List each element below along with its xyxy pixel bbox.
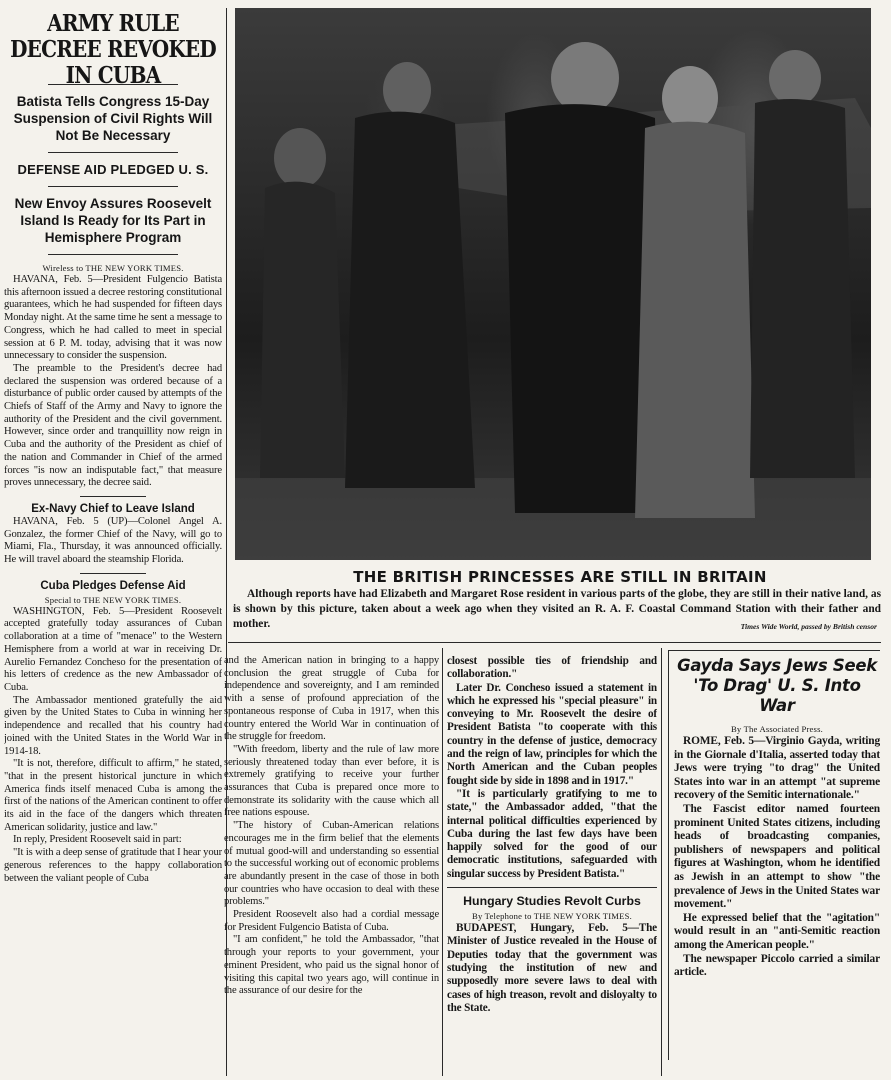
paragraph: "I am confident," he told the Ambassador, "that through your reports to your government, your eminent President, who paid us the signal honor of visiting this capital two years ago, will continue in the assurance of our desire for the	[224, 934, 439, 997]
left-story	[4, 8, 222, 1076]
photo-caption: Although reports have had Elizabeth and Margaret Rose resident in various parts of the globe, they are still in their native land, as is shown by this picture, taken about a week ago when they visited an R. A. F. Coastal Command Station with their father and mother.	[233, 588, 881, 630]
paragraph: BUDAPEST, Hungary, Feb. 5—The Minister of Justice revealed in the House of Deputies today that the government was studying the institution of new and supposedly more severe laws to deal with cases of high treason, revolt and disloyalty to the State.	[447, 922, 657, 1014]
gayda-story	[674, 652, 880, 1062]
divider	[48, 186, 179, 187]
column-rule	[442, 648, 443, 1076]
paragraph: President Roosevelt also had a cordial message for President Fulgencio Batista of Cuba.	[224, 909, 439, 933]
byline: Wireless to THE NEW YORK TIMES.	[42, 263, 184, 273]
paragraph: In reply, President Roosevelt said in part:	[13, 834, 182, 846]
photo-figures	[235, 8, 871, 560]
paragraph: "It is particularly gratifying to me to state," the Ambassador added, "that the internal political difficulties experienced by Cuba during the last few days have been happily solved for the good of our democratic institutions, safeguarded with singular success by President Batista."	[447, 787, 657, 880]
section-heading: Ex-Navy Chief to Leave Island	[31, 502, 195, 515]
photo-caption-headline: THE BRITISH PRINCESSES ARE STILL IN BRITAIN	[353, 568, 767, 586]
byline: By Telephone to THE NEW YORK TIMES.	[472, 911, 632, 922]
paragraph: Later Dr. Concheso issued a statement in which he expressed his "special pleasure" in conveying to Mr. Roosevelt the desire of President Batista "to cooperate with this country in the defense of justice, democracy and the reign of law, principles for which the North American and the Cuban peoples fought side by side in 1898 and in 1917."	[447, 681, 657, 787]
paragraph: "The history of Cuban-American relations encourages me in the firm belief that the elements of mutual good-will and understanding so essential to the successful working out of economic problems are abundantly present in the case of those in both our countries who have occasion to deal with these problems."	[224, 820, 439, 908]
paragraph: The Fascist editor named fourteen prominent United States citizens, including heads of broadcasting companies, publishers of newspapers and political figures at Washington, whom he identified as Jewish in an attempt to show "the prevalence of Jews in the United States war movement."	[674, 802, 880, 911]
box-rule	[668, 650, 880, 651]
gayda-headline: Gayda Says Jews Seek 'To Drag' U. S. Into War	[677, 656, 877, 715]
divider	[80, 496, 145, 497]
paragraph: The preamble to the President's decree had declared the suspension was ordered because of a disturbance of public order caused by attempts of the Chiefs of Staff of the Army and Navy to ignore the authority of the President and the civil government. However, since order and tranquillity now reign in Cuba and the authority of the President as chief of the nation and Commander in Chief of the armed forces "is now an indisputable fact," that measure proves unnecessary, the decree said.	[4, 362, 222, 489]
paragraph: The newspaper Piccolo carried a similar article.	[674, 952, 880, 979]
byline: By The Associated Press.	[730, 724, 823, 734]
paragraph: and the American nation in bringing to a happy conclusion the great struggle of Cuba for independence and sovereignty, and I am reminded with a sense of profound appreciation of the spontaneous response of Cuba in 1917, when this country entered the World War in continuation of the struggle for freedom.	[224, 655, 439, 743]
paragraph: ROME, Feb. 5—Virginio Gayda, writing in the Giornale d'Italia, asserted today that Jews were trying "to drag" the United States into war in an attempt "at supreme recovery of the Semitic internationale."	[674, 735, 880, 802]
column-rule	[661, 648, 662, 1076]
paragraph: The Ambassador mentioned gratefully the aid given by the United States to Cuba in winning her independence and recalled that his country had joined with the United States in the World War in 1914-18.	[4, 694, 222, 757]
byline: Special to THE NEW YORK TIMES.	[44, 594, 182, 605]
divider	[80, 573, 145, 574]
subheadline: New Envoy Assures Roosevelt Island Is Ready for Its Part in Hemisphere Program	[14, 196, 212, 245]
divider	[447, 887, 657, 888]
continued-column	[224, 655, 439, 1076]
news-photo	[235, 8, 871, 560]
subheadline: DEFENSE AID PLEDGED U. S.	[17, 162, 209, 177]
paragraph: closest possible ties of friendship and collaboration."	[447, 655, 657, 681]
divider	[48, 254, 179, 255]
box-rule	[668, 650, 669, 1060]
headline: ARMY RULE DECREE REVOKED IN CUBA	[10, 8, 216, 90]
paragraph: He expressed belief that the "agitation" would result in an "anti-Semitic reaction among the American people."	[674, 911, 880, 951]
photo-rule	[228, 642, 881, 643]
section-heading: Cuba Pledges Defense Aid	[40, 579, 186, 592]
subheadline: Batista Tells Congress 15-Day Suspension of Civil Rights Will Not Be Necessary	[13, 94, 213, 143]
paragraph: "With freedom, liberty and the rule of law more seriously threatened today than ever before, it is extremely gratifying to receive your further assurances that Cuba is prepared once more to demonstrate its solidarity with the cause which all free nations espouse.	[224, 743, 439, 819]
paragraph: WASHINGTON, Feb. 5—President Roosevelt accepted gratefully today assurances of Cuban collaboration at a time of "menace" to the Western Hemisphere from a world at war in receiving Dr. Aurelio Fernandez Concheso for the presentation of his letters of credence as the new Ambassador of Cuba.	[4, 605, 222, 693]
paragraph: HAVANA, Feb. 5 (UP)—Colonel Angel A. Gonzalez, the former Chief of the Navy, will go to Miami, Fla., Thursday, it was announced officially. He will travel aboard the steamship Florida.	[4, 515, 222, 566]
photo-credit: Times Wide World, passed by British censor	[740, 622, 877, 631]
paragraph: "It is not, therefore, difficult to affirm," he stated, "that in the present historical juncture in which America finds itself menaced Cuba is among the first of the nations of the American continent to offer its aid in the face of the dangers which threaten American solidarity, justice and law."	[4, 758, 222, 833]
hungary-headline: Hungary Studies Revolt Curbs	[463, 894, 641, 909]
divider	[48, 152, 179, 153]
paragraph: HAVANA, Feb. 5—President Fulgencio Batista this afternoon issued a decree restoring constitutional guarantees, which he had suspended for fifteen days Monday night. At the same time he sent a message to Congress, which he had called to meet in special session at 6 P. M. today, advising that it was now unnecessary to consider the suspension.	[4, 274, 222, 362]
third-column	[447, 655, 657, 1076]
paragraph: "It is with a deep sense of gratitude that I hear your generous references to the happy collaboration between the valiant people of Cuba	[4, 847, 222, 884]
